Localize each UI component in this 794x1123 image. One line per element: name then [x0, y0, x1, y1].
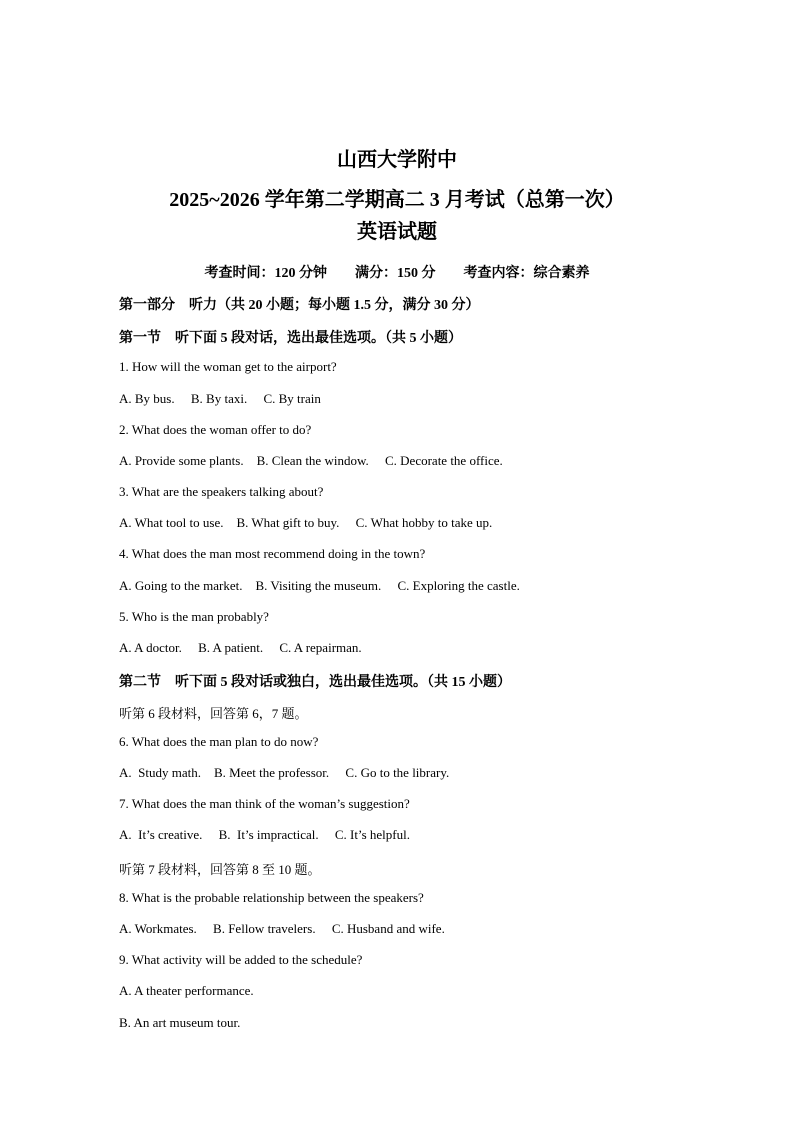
option-9b: B. An art museum tour.	[119, 1015, 241, 1030]
exam-content: 考查内容：综合素养	[463, 266, 590, 281]
section1-heading: 第一节 听下面 5 段对话，选出最佳选项。（共 5 小题）	[119, 331, 462, 346]
part1-heading: 第一部分 听力（共 20 小题；每小题 1.5 分，满分 30 分）	[119, 298, 480, 313]
options-4: A. Going to the market. B. Visiting the museum. C. Exploring the castle.	[119, 578, 520, 593]
options-5: A. A doctor. B. A patient. C. A repairman.	[119, 640, 362, 655]
options-2: A. Provide some plants. B. Clean the window. C. Decorate the office.	[119, 453, 503, 468]
passage-7-note: 听第 7 段材料，回答第 8 至 10 题。	[119, 862, 321, 877]
exam-time: 考查时间：120 分钟	[204, 266, 327, 281]
exam-score: 满分：150 分	[355, 266, 436, 281]
options-3: A. What tool to use. B. What gift to buy. C. What hobby to take up.	[119, 515, 493, 530]
section2-heading: 第二节 听下面 5 段对话或独白，选出最佳选项。（共 15 小题）	[119, 675, 511, 690]
subject-title: 英语试题	[357, 221, 437, 243]
exam-meta	[0, 262, 794, 282]
question-8: 8. What is the probable relationship between the speakers?	[119, 890, 424, 905]
options-6: A. Study math. B. Meet the professor. C. Go to the library.	[119, 765, 450, 780]
passage-6-note: 听第 6 段材料，回答第 6，7 题。	[119, 706, 308, 721]
options-7: A. It’s creative. B. It’s impractical. C. It’s helpful.	[119, 827, 410, 842]
question-6: 6. What does the man plan to do now?	[119, 734, 319, 749]
question-5: 5. Who is the man probably?	[119, 609, 269, 624]
exam-title: 2025~2026 学年第二学期高二 3 月考试（总第一次）	[169, 189, 625, 211]
question-4: 4. What does the man most recommend doing in the town?	[119, 546, 426, 561]
options-8: A. Workmates. B. Fellow travelers. C. Husband and wife.	[119, 921, 445, 936]
question-3: 3. What are the speakers talking about?	[119, 484, 324, 499]
question-7: 7. What does the man think of the woman’s suggestion?	[119, 796, 410, 811]
question-1: 1. How will the woman get to the airport?	[119, 359, 337, 374]
options-1: A. By bus. B. By taxi. C. By train	[119, 391, 321, 406]
question-2: 2. What does the woman offer to do?	[119, 422, 312, 437]
option-9a: A. A theater performance.	[119, 983, 254, 998]
question-9: 9. What activity will be added to the schedule?	[119, 952, 363, 967]
school-title: 山西大学附中	[337, 149, 457, 171]
